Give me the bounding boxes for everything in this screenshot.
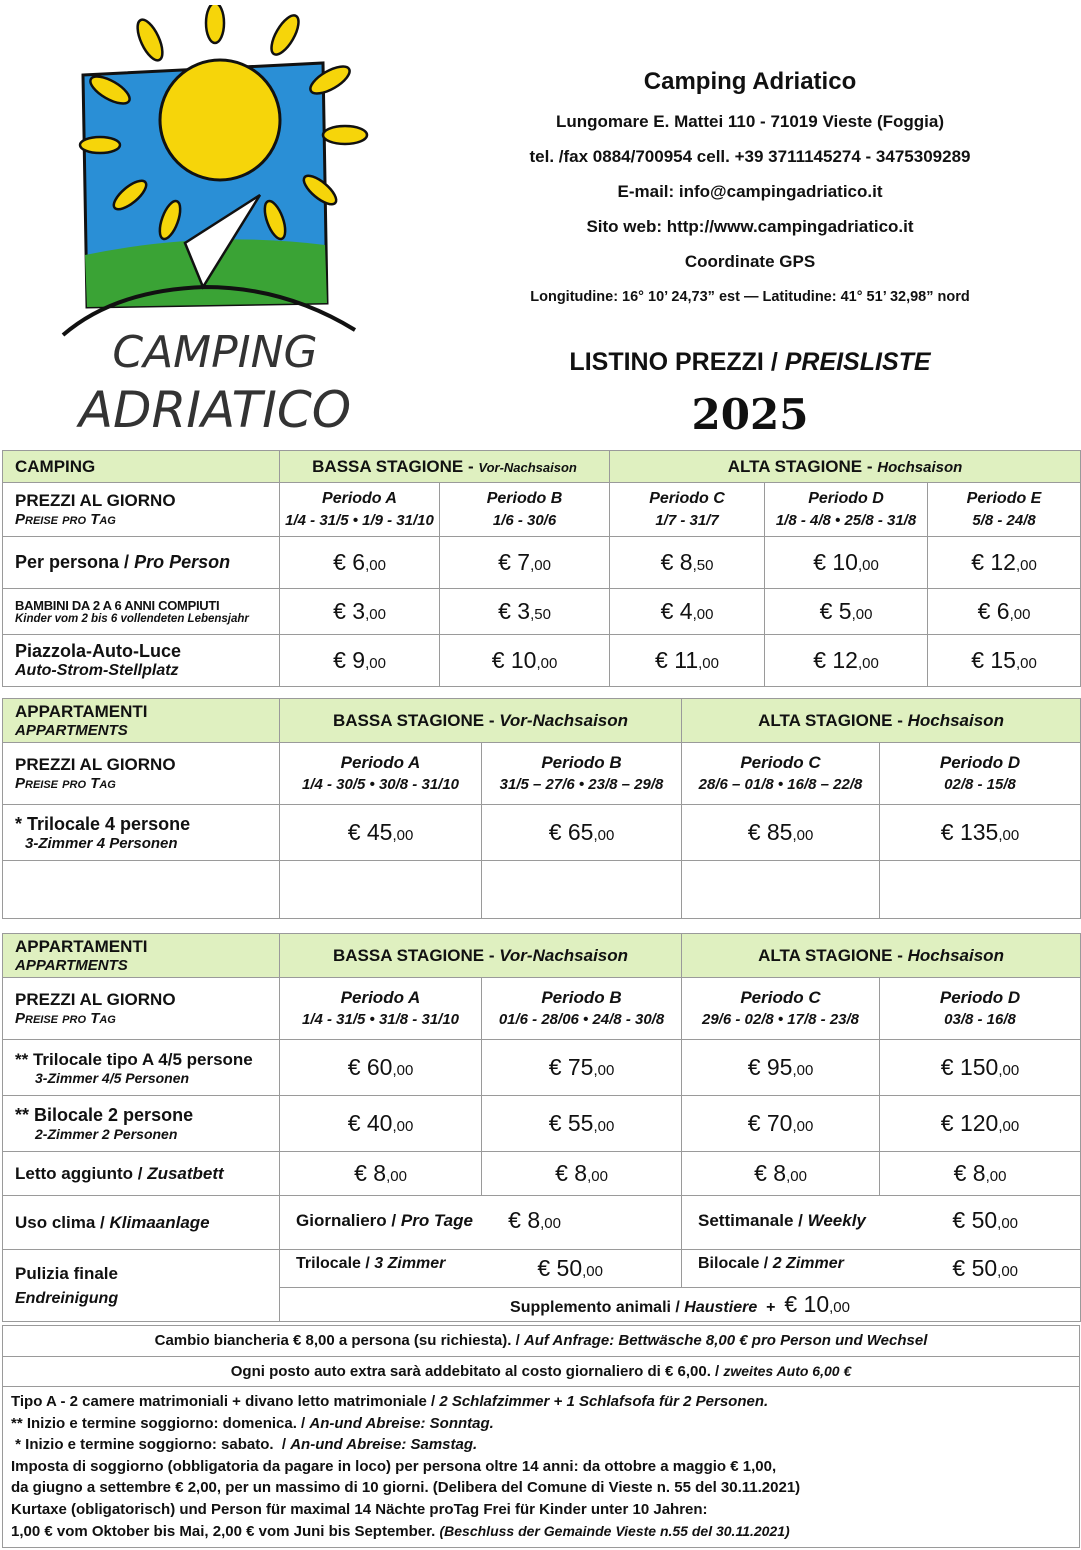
price-cell: € 8,00 bbox=[280, 1152, 482, 1196]
price-cell: € 75,00 bbox=[482, 1040, 682, 1096]
period-a: Periodo A 1/4 - 31/5 • 31/8 - 31/10 bbox=[280, 978, 482, 1040]
website: Sito web: http://www.campingadriatico.it bbox=[586, 217, 914, 236]
daily-prices-label: PREZZI AL GIORNO Preise pro Tag bbox=[3, 483, 280, 537]
price-cell: € 40,00 bbox=[280, 1096, 482, 1152]
empty-cell bbox=[280, 861, 482, 919]
period-c: Periodo C 29/6 - 02/8 • 17/8 - 23/8 bbox=[682, 978, 880, 1040]
apartments-section-title: APPARTAMENTI APPARTMENTS bbox=[3, 699, 280, 743]
phone: tel. /fax 0884/700954 cell. +39 3711145274 - 3475309289 bbox=[529, 147, 971, 166]
apartments-table-1 bbox=[2, 698, 1081, 919]
price-cell: € 15,00 bbox=[928, 635, 1081, 687]
gps-title: Coordinate GPS bbox=[684, 252, 816, 271]
high-season-header: ALTA STAGIONE - Hochsaison bbox=[610, 451, 1081, 483]
price-cell: € 3,00 bbox=[280, 589, 440, 635]
footer-line: Tipo A - 2 camere matrimoniali + divano letto matrimoniale / 2 Schlafzimmer + 1 Schlafsofa für 2 Personen. bbox=[11, 1393, 769, 1410]
footer-line: ** Inizio e termine soggiorno: domenica. / An-und Abreise: Sonntag. bbox=[11, 1414, 494, 1432]
price-cell: € 12,00 bbox=[928, 537, 1081, 589]
row-pitch-label: Piazzola-Auto-Luce Auto-Strom-Stellplatz bbox=[3, 635, 280, 687]
email: E-mail: info@campingadriatico.it bbox=[617, 182, 883, 201]
low-season-header: BASSA STAGIONE - Vor-Nachsaison bbox=[280, 699, 682, 743]
cleaning-bilocale: Bilocale / 2 Zimmer € 50,00 bbox=[682, 1250, 1081, 1288]
price-cell: € 9,00 bbox=[280, 635, 440, 687]
price-list-title: LISTINO PREZZI / PREISLISTE bbox=[569, 348, 931, 376]
daily-prices-label: PREZZI AL GIORNO Preise pro Tag bbox=[3, 743, 280, 805]
empty-cell bbox=[3, 861, 280, 919]
camping-price-table bbox=[2, 450, 1081, 687]
price-cell: € 11,00 bbox=[610, 635, 765, 687]
row-children-label: BAMBINI DA 2 A 6 ANNI COMPIUTI Kinder vom 2 bis 6 vollendeten Lebensjahr bbox=[3, 589, 280, 635]
row-extra-bed-label: Letto aggiunto / Zusatbett bbox=[3, 1152, 280, 1196]
row-bilocale-label: ** Bilocale 2 persone 2-Zimmer 2 Personen bbox=[3, 1096, 280, 1152]
clima-weekly: Settimanale / Weekly € 50,00 bbox=[682, 1196, 1081, 1250]
price-cell: € 7,00 bbox=[440, 537, 610, 589]
year: 2025 bbox=[691, 390, 809, 439]
footer-line: * Inizio e termine soggiorno: sabato. / An-und Abreise: Samstag. bbox=[11, 1436, 478, 1454]
price-cell: € 65,00 bbox=[482, 805, 682, 861]
period-c: Periodo C 28/6 – 01/8 • 16/8 – 22/8 bbox=[682, 743, 880, 805]
price-cell: € 6,00 bbox=[928, 589, 1081, 635]
footer-line: Kurtaxe (obligatorisch) und Person für maximal 14 Nächte proTag Frei für Kinder unter 10 Jahren: bbox=[11, 1500, 708, 1518]
footer-notes bbox=[2, 1386, 1080, 1548]
empty-cell bbox=[682, 861, 880, 919]
price-cell: € 85,00 bbox=[682, 805, 880, 861]
price-cell: € 120,00 bbox=[880, 1096, 1081, 1152]
row-trilocale-label: * Trilocale 4 persone 3-Zimmer 4 Personen bbox=[3, 805, 280, 861]
row-trilocale-a-label: ** Trilocale tipo A 4/5 persone 3-Zimmer 4/5 Personen bbox=[3, 1040, 280, 1096]
price-cell: € 3,50 bbox=[440, 589, 610, 635]
camping-logo bbox=[55, 5, 385, 450]
low-season-header: BASSA STAGIONE - Vor-Nachsaison bbox=[280, 934, 682, 978]
price-cell: € 8,00 bbox=[682, 1152, 880, 1196]
linen-note: Cambio biancheria € 8,00 a persona (su richiesta). / Auf Anfrage: Bettwäsche 8,00 € pro Person und Wechsel bbox=[2, 1325, 1080, 1357]
price-cell: € 8,50 bbox=[610, 537, 765, 589]
price-cell: € 8,00 bbox=[482, 1152, 682, 1196]
footer-line: 1,00 € vom Oktober bis Mai, 2,00 € vom Juni bis September. (Beschluss der Gemainde Vieste n.55 del 30.11.2021) bbox=[11, 1522, 790, 1540]
period-e: Periodo E 5/8 - 24/8 bbox=[928, 483, 1081, 537]
period-d: Periodo D 1/8 - 4/8 • 25/8 - 31/8 bbox=[765, 483, 928, 537]
period-b: Periodo B 31/5 – 27/6 • 23/8 – 29/8 bbox=[482, 743, 682, 805]
high-season-header: ALTA STAGIONE - Hochsaison bbox=[682, 699, 1081, 743]
price-cell: € 6,00 bbox=[280, 537, 440, 589]
apartments-section-title: APPARTAMENTI APPARTMENTS bbox=[3, 934, 280, 978]
row-air-conditioning-label: Uso clima / Klimaanlage bbox=[3, 1196, 280, 1250]
camping-name: Camping Adriatico bbox=[643, 68, 857, 95]
price-cell: € 55,00 bbox=[482, 1096, 682, 1152]
apartments-table-2 bbox=[2, 933, 1081, 1322]
price-cell: € 10,00 bbox=[765, 537, 928, 589]
price-cell: € 95,00 bbox=[682, 1040, 880, 1096]
footer-line: da giugno a settembre € 2,00, per un massimo di 10 giorni. (Delibera del Comune di Vieste n. 55 del 30.11.2021) bbox=[11, 1479, 801, 1497]
pet-supplement: Supplemento animali / Haustiere + € 10,00 bbox=[280, 1288, 1081, 1322]
address: Lungomare E. Mattei 110 - 71019 Vieste (Foggia) bbox=[556, 112, 944, 131]
price-cell: € 150,00 bbox=[880, 1040, 1081, 1096]
price-cell: € 8,00 bbox=[880, 1152, 1081, 1196]
price-cell: € 135,00 bbox=[880, 805, 1081, 861]
period-d: Periodo D 03/8 - 16/8 bbox=[880, 978, 1081, 1040]
low-season-header: BASSA STAGIONE - Vor-Nachsaison bbox=[280, 451, 610, 483]
extra-car-note: Ogni posto auto extra sarà addebitato al costo giornaliero di € 6,00. / zweites Auto 6,00 € bbox=[2, 1356, 1080, 1387]
price-cell: € 12,00 bbox=[765, 635, 928, 687]
logo-text-top: CAMPING bbox=[112, 327, 318, 378]
empty-cell bbox=[880, 861, 1081, 919]
gps-coordinates: Longitudine: 16° 10’ 24,73” est — Latitudine: 41° 51’ 32,98” nord bbox=[530, 289, 970, 305]
camping-section-title: CAMPING bbox=[3, 451, 280, 483]
row-final-cleaning-label: Pulizia finale Endreinigung bbox=[3, 1250, 280, 1322]
row-per-person-label: Per persona / Pro Person bbox=[3, 537, 280, 589]
clima-daily: Giornaliero / Pro Tage € 8,00 bbox=[280, 1196, 682, 1250]
period-a: Periodo A 1/4 - 31/5 • 1/9 - 31/10 bbox=[280, 483, 440, 537]
period-c: Periodo C 1/7 - 31/7 bbox=[610, 483, 765, 537]
footer-line: Imposta di soggiorno (obbligatoria da pagare in loco) per persona oltre 14 anni: da ottobre a maggio € 1,00, bbox=[11, 1457, 777, 1475]
period-a: Periodo A 1/4 - 30/5 • 30/8 - 31/10 bbox=[280, 743, 482, 805]
period-b: Periodo B 1/6 - 30/6 bbox=[440, 483, 610, 537]
price-cell: € 45,00 bbox=[280, 805, 482, 861]
price-cell: € 5,00 bbox=[765, 589, 928, 635]
logo-text-bottom: ADRIATICO bbox=[78, 381, 352, 439]
period-b: Periodo B 01/6 - 28/06 • 24/8 - 30/8 bbox=[482, 978, 682, 1040]
price-cell: € 60,00 bbox=[280, 1040, 482, 1096]
price-cell: € 10,00 bbox=[440, 635, 610, 687]
daily-prices-label: PREZZI AL GIORNO Preise pro Tag bbox=[3, 978, 280, 1040]
empty-cell bbox=[482, 861, 682, 919]
price-cell: € 4,00 bbox=[610, 589, 765, 635]
cleaning-trilocale: Trilocale / 3 Zimmer € 50,00 bbox=[280, 1250, 682, 1288]
period-d: Periodo D 02/8 - 15/8 bbox=[880, 743, 1081, 805]
price-cell: € 70,00 bbox=[682, 1096, 880, 1152]
high-season-header: ALTA STAGIONE - Hochsaison bbox=[682, 934, 1081, 978]
